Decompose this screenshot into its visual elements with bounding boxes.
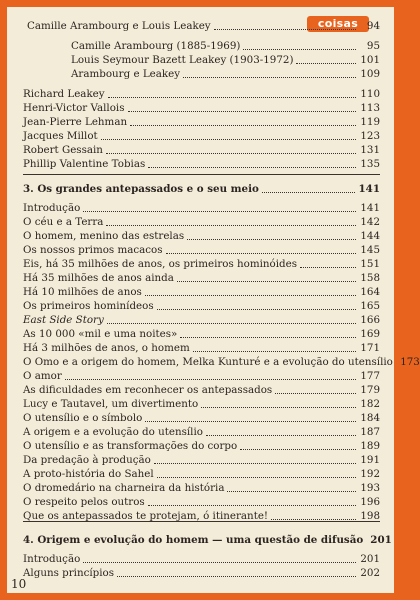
toc-entry (23, 182, 380, 196)
dot-leader (300, 253, 356, 268)
toc-entry-title: A proto-história do Sahel (23, 468, 154, 480)
dot-leader (183, 63, 356, 78)
dot-leader (83, 197, 356, 212)
toc-entry-title: 3. Os grandes antepassados e o seu meio (23, 183, 259, 195)
toc-entry-title: Há 3 milhões de anos, o homem (23, 342, 190, 354)
dot-leader (130, 111, 356, 126)
toc-entry-title: O Omo e a origem do homem, Melka Kunturé e a evolução do utensílio (23, 356, 393, 368)
dot-leader (187, 225, 356, 240)
toc-entry-title: Richard Leakey (23, 88, 105, 100)
toc-entry-title: East Side Story (23, 314, 104, 326)
toc-entry-page: 192 (360, 468, 380, 480)
toc-entry-title: Da predação à produção (23, 454, 151, 466)
toc-entry-page: 193 (360, 482, 380, 494)
toc-entry-title: Os primeiros hominídeos (23, 300, 154, 312)
toc-entry-title: Camille Arambourg e Louis Leakey (27, 20, 211, 32)
section-divider (23, 174, 380, 175)
dot-leader (148, 491, 356, 506)
toc-entry-page: 113 (360, 102, 380, 114)
toc-entry-page: 171 (360, 342, 380, 354)
dot-leader (108, 83, 356, 98)
dot-leader (240, 435, 356, 450)
toc-entry-title: Jacques Millot (23, 130, 98, 142)
toc-entry-title: Henri-Victor Vallois (23, 102, 125, 114)
dot-leader (227, 477, 356, 492)
dot-leader (83, 548, 356, 563)
toc-entry-title: Eis, há 35 milhões de anos, os primeiros hominóides (23, 258, 298, 270)
toc-entry-page: 201 (360, 553, 380, 565)
toc-entry-page: 95 (366, 40, 380, 52)
dot-leader (106, 211, 356, 226)
dot-leader (157, 463, 356, 478)
toc-entry-title: O dromedário na charneira da história (23, 482, 225, 494)
dot-leader (243, 35, 356, 50)
toc-entry-page: 165 (360, 300, 380, 312)
dot-leader (271, 505, 356, 520)
toc-entry-page: 173 (400, 356, 420, 368)
toc-entry-page: 182 (360, 398, 380, 410)
toc-entry-title: O homem, menino das estrelas (23, 230, 185, 242)
page-number: 10 (11, 577, 27, 591)
toc-entry-page: 184 (360, 412, 380, 424)
dot-leader (214, 15, 356, 30)
toc-entry-page: 187 (360, 426, 380, 438)
toc-entry-page: 109 (360, 68, 380, 80)
toc-entry (23, 566, 380, 580)
toc-entry-title: O respeito pelos outros (23, 496, 145, 508)
toc-entry-page: 189 (360, 440, 380, 452)
toc-entry-page: 142 (360, 216, 380, 228)
dot-leader (128, 97, 357, 112)
dot-leader (154, 449, 356, 464)
toc-entry-title: Há 10 milhões de anos (23, 286, 142, 298)
toc-entry-page: 144 (360, 230, 380, 242)
toc-entry-title: Alguns princípios (23, 567, 115, 579)
dot-leader (106, 139, 356, 154)
toc-entry-title: As dificuldades em reconhecer os antepassados (23, 384, 273, 396)
toc-entry-page: 101 (360, 54, 380, 66)
toc-entry-page: 141 (358, 183, 380, 195)
dot-leader (201, 393, 356, 408)
toc-entry-page: 166 (360, 314, 380, 326)
toc-entry-page: 110 (360, 88, 380, 100)
dot-leader (145, 407, 356, 422)
toc-entry-title: O céu e a Terra (23, 216, 104, 228)
toc-entry-page: 94 (366, 20, 380, 32)
toc-entry-title: Os nossos primos macacos (23, 244, 163, 256)
toc-entry-title: O utensílio e as transformações do corpo (23, 440, 238, 452)
toc-entry-title: Robert Gessain (23, 144, 103, 156)
toc-entry-title: Que os antepassados te protejam, ó itinerante! (23, 510, 269, 522)
toc-entry-title: Lucy e Tautavel, um divertimento (23, 398, 199, 410)
toc-entry-title: O utensílio e o símbolo (23, 412, 143, 424)
dot-leader (117, 562, 356, 577)
toc-entry (27, 19, 380, 33)
toc-entry-page: 123 (360, 130, 380, 142)
section-divider (23, 521, 380, 522)
toc-entry-page: 158 (360, 272, 380, 284)
watermark-logo: coisas (307, 16, 369, 32)
dot-leader (262, 178, 355, 193)
dot-leader (180, 323, 356, 338)
toc-entry-page: 164 (360, 286, 380, 298)
dot-leader (101, 125, 356, 140)
toc-entry-page: 119 (360, 116, 380, 128)
dot-leader (275, 379, 356, 394)
toc-entry-title: Phillip Valentine Tobias (23, 158, 146, 170)
toc-entry-page: 131 (360, 144, 380, 156)
toc-entry-page: 135 (360, 158, 380, 170)
dot-leader (148, 153, 356, 168)
dot-leader (107, 309, 356, 324)
toc-entry-title: Camille Arambourg (1885-1969) (71, 40, 241, 52)
toc-entry-title: Introdução (23, 202, 81, 214)
dot-leader (206, 421, 356, 436)
toc-entry-page: 177 (360, 370, 380, 382)
toc-entry-page: 179 (360, 384, 380, 396)
dot-leader (65, 365, 356, 380)
toc-entry-title: Há 35 milhões de anos ainda (23, 272, 174, 284)
toc-entry (23, 533, 392, 547)
toc-entry (71, 67, 380, 81)
toc-entry-title: Louis Seymour Bazett Leakey (1903-1972) (71, 54, 294, 66)
toc-entry-page: 141 (360, 202, 380, 214)
toc-entry-title: Arambourg e Leakey (71, 68, 181, 80)
toc-entry (23, 341, 380, 355)
dot-leader (193, 337, 356, 352)
toc-entry-page: 151 (360, 258, 380, 270)
toc-entry-page: 201 (370, 534, 392, 546)
toc-entry-title: As 10 000 «mil e uma noites» (23, 328, 178, 340)
toc-entry-page: 169 (360, 328, 380, 340)
dot-leader (177, 267, 356, 282)
toc-entry (23, 157, 380, 171)
toc-entry-page: 145 (360, 244, 380, 256)
dot-leader (157, 295, 356, 310)
toc-entry-title: A origem e a evolução do utensílio (23, 426, 203, 438)
toc-entry-title: O amor (23, 370, 62, 382)
toc-entry-page: 196 (360, 496, 380, 508)
dot-leader (145, 281, 356, 296)
dot-leader (166, 239, 356, 254)
toc-entry-title: Introdução (23, 553, 81, 565)
toc-entry-page: 191 (360, 454, 380, 466)
toc-entry-page: 198 (360, 510, 380, 522)
book-page (7, 7, 420, 593)
toc-entry-title: 4. Origem e evolução do homem — uma questão de difusão (23, 534, 364, 546)
dot-leader (296, 49, 356, 64)
toc-entry-title: Jean-Pierre Lehman (23, 116, 128, 128)
toc-entry-page: 202 (360, 567, 380, 579)
